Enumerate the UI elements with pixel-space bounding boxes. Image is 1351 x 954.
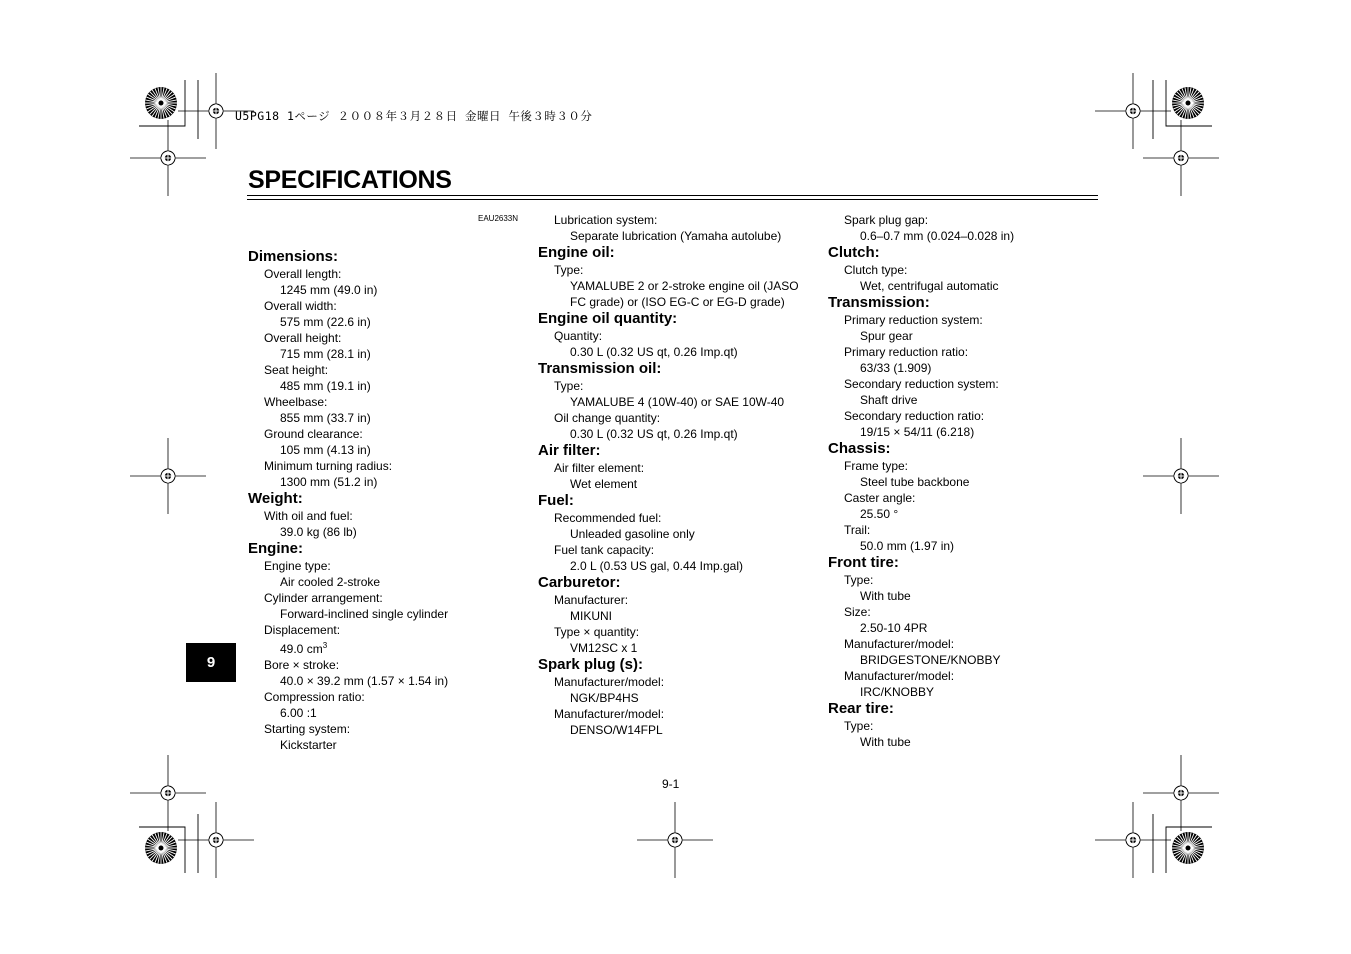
spec-label: Manufacturer/model: [844,637,955,651]
spec-label: Wheelbase: [264,395,328,409]
page-number: 9-1 [662,777,680,791]
spec-label: Caster angle: [844,491,916,505]
spec-label: Air filter element: [554,461,645,475]
title-rule-thin [247,199,1098,200]
spec-label: Type: [554,263,584,277]
spec-value: 0.6–0.7 mm (0.024–0.028 in) [860,229,1015,243]
spec-label: Seat height: [264,363,329,377]
spec-label: Lubrication system: [554,213,658,227]
spec-label: Clutch type: [844,263,908,277]
spec-value: YAMALUBE 2 or 2-stroke engine oil (JASO [570,279,799,293]
spec-value: Shaft drive [860,393,918,407]
spec-value: 25.50 ° [860,507,899,521]
spec-label: Starting system: [264,722,351,736]
spec-column-1 [248,248,538,753]
chapter-tab: 9 [186,643,236,682]
spec-label: Frame type: [844,459,909,473]
spec-value: MIKUNI [570,609,612,623]
spec-value: Wet, centrifugal automatic [860,279,999,293]
spec-value: 855 mm (33.7 in) [280,411,371,425]
spec-value: IRC/KNOBBY [860,685,935,699]
section-heading-rear-tire: Rear tire: [828,700,894,717]
spec-label: Secondary reduction system: [844,377,999,391]
spec-value: Spur gear [860,329,913,343]
spec-value: 0.30 L (0.32 US qt, 0.26 Imp.qt) [570,345,738,359]
spec-label: Spark plug gap: [844,213,929,227]
spec-value: YAMALUBE 4 (10W-40) or SAE 10W-40 [570,395,785,409]
spec-value: 63/33 (1.909) [860,361,932,375]
spec-value: 40.0 × 39.2 mm (1.57 × 1.54 in) [280,674,449,688]
section-heading-dimensions: Dimensions: [248,248,339,265]
spec-label: Overall height: [264,331,342,345]
spec-value: 105 mm (4.13 in) [280,443,371,457]
starburst-mark-icon [1172,87,1204,119]
registration-mark-icon [1095,73,1171,149]
registration-mark-icon [1143,755,1219,831]
page-title: SPECIFICATIONS [248,166,452,194]
spec-label: Manufacturer: [554,593,629,607]
registration-mark-icon [1143,438,1219,514]
starburst-mark-icon [1172,832,1204,864]
spec-label: Type × quantity: [554,625,640,639]
spec-value: 39.0 kg (86 lb) [280,525,357,539]
spec-value: Kickstarter [280,738,337,752]
spec-label: Bore × stroke: [264,658,340,672]
section-heading-engine-oil-quantity: Engine oil quantity: [538,310,678,327]
registration-mark-icon [130,755,206,831]
section-heading-chassis: Chassis: [828,440,891,457]
spec-label: Type: [844,573,874,587]
print-slug-line: U5PG18 1ページ ２００８年３月２８日 金曜日 午後３時３０分 [235,109,593,123]
section-heading-carburetor: Carburetor: [538,574,621,591]
spec-label: Manufacturer/model: [844,669,955,683]
spec-label: Oil change quantity: [554,411,661,425]
spec-label: Size: [844,605,871,619]
section-heading-transmission: Transmission: [828,294,930,311]
spec-label: Primary reduction system: [844,313,983,327]
section-heading-spark-plug: Spark plug (s): [538,656,644,673]
starburst-mark-icon [145,87,177,119]
spec-value: 575 mm (22.6 in) [280,315,371,329]
spec-value: Forward-inclined single cylinder [280,607,449,621]
spec-label: Fuel tank capacity: [554,543,655,557]
spec-value: 0.30 L (0.32 US qt, 0.26 Imp.qt) [570,427,738,441]
spec-value: 715 mm (28.1 in) [280,347,371,361]
displacement-value: 49.0 cm [280,642,323,656]
spec-label: Ground clearance: [264,427,363,441]
spec-label: Primary reduction ratio: [844,345,969,359]
spec-value: 2.50-10 4PR [860,621,928,635]
spec-label: Recommended fuel: [554,511,662,525]
registration-mark-icon [130,438,206,514]
registration-mark-icon [637,802,713,878]
superscript: 3 [322,641,328,650]
spec-column-2 [538,212,828,738]
spec-label: Minimum turning radius: [264,459,393,473]
spec-value: With tube [860,735,911,749]
spec-label: Compression ratio: [264,690,365,704]
spec-label: Trail: [844,523,871,537]
spec-label: Quantity: [554,329,603,343]
spec-value: 485 mm (19.1 in) [280,379,371,393]
section-heading-weight: Weight: [248,490,303,507]
spec-value: VM12SC x 1 [570,641,638,655]
section-heading-transmission-oil: Transmission oil: [538,360,662,377]
spec-value: Unleaded gasoline only [570,527,695,541]
spec-value: 19/15 × 54/11 (6.218) [860,425,975,439]
spec-value-displacement [248,638,538,657]
spec-label: With oil and fuel: [264,509,353,523]
registration-mark-icon [1143,120,1219,196]
spec-label: Engine type: [264,559,331,573]
spec-column-3 [828,212,1118,750]
spec-value: 2.0 L (0.53 US gal, 0.44 Imp.gal) [570,559,743,573]
spec-value: NGK/BP4HS [570,691,639,705]
section-heading-clutch: Clutch: [828,244,880,261]
document-code: EAU2633N [478,214,519,223]
spec-label: Manufacturer/model: [554,707,665,721]
spec-label: Overall width: [264,299,337,313]
section-heading-air-filter: Air filter: [538,442,601,459]
spec-value: DENSO/W14FPL [570,723,663,737]
registration-mark-icon [1095,802,1171,878]
spec-value: 6.00 :1 [280,706,317,720]
starburst-mark-icon [145,832,177,864]
spec-label: Manufacturer/model: [554,675,665,689]
registration-mark-icon [178,802,254,878]
spec-label: Type: [554,379,584,393]
spec-value: Air cooled 2-stroke [280,575,381,589]
title-rule [247,195,1098,196]
spec-value: 50.0 mm (1.97 in) [860,539,955,553]
spec-value: Wet element [570,477,638,491]
spec-label: Type: [844,719,874,733]
section-heading-fuel: Fuel: [538,492,574,509]
spec-value: 1300 mm (51.2 in) [280,475,378,489]
spec-label: Secondary reduction ratio: [844,409,985,423]
section-heading-front-tire: Front tire: [828,554,899,571]
spec-value: 1245 mm (49.0 in) [280,283,378,297]
spec-value: With tube [860,589,911,603]
spec-value: Steel tube backbone [860,475,970,489]
spec-value: FC grade) or (ISO EG-C or EG-D grade) [570,295,785,309]
spec-value: Separate lubrication (Yamaha autolube) [570,229,782,243]
spec-value: BRIDGESTONE/KNOBBY [860,653,1001,667]
section-heading-engine-oil: Engine oil: [538,244,615,261]
spec-label: Overall length: [264,267,342,281]
spec-label: Displacement: [264,623,341,637]
spec-label: Cylinder arrangement: [264,591,383,605]
registration-mark-icon [130,120,206,196]
section-heading-engine: Engine: [248,540,303,557]
